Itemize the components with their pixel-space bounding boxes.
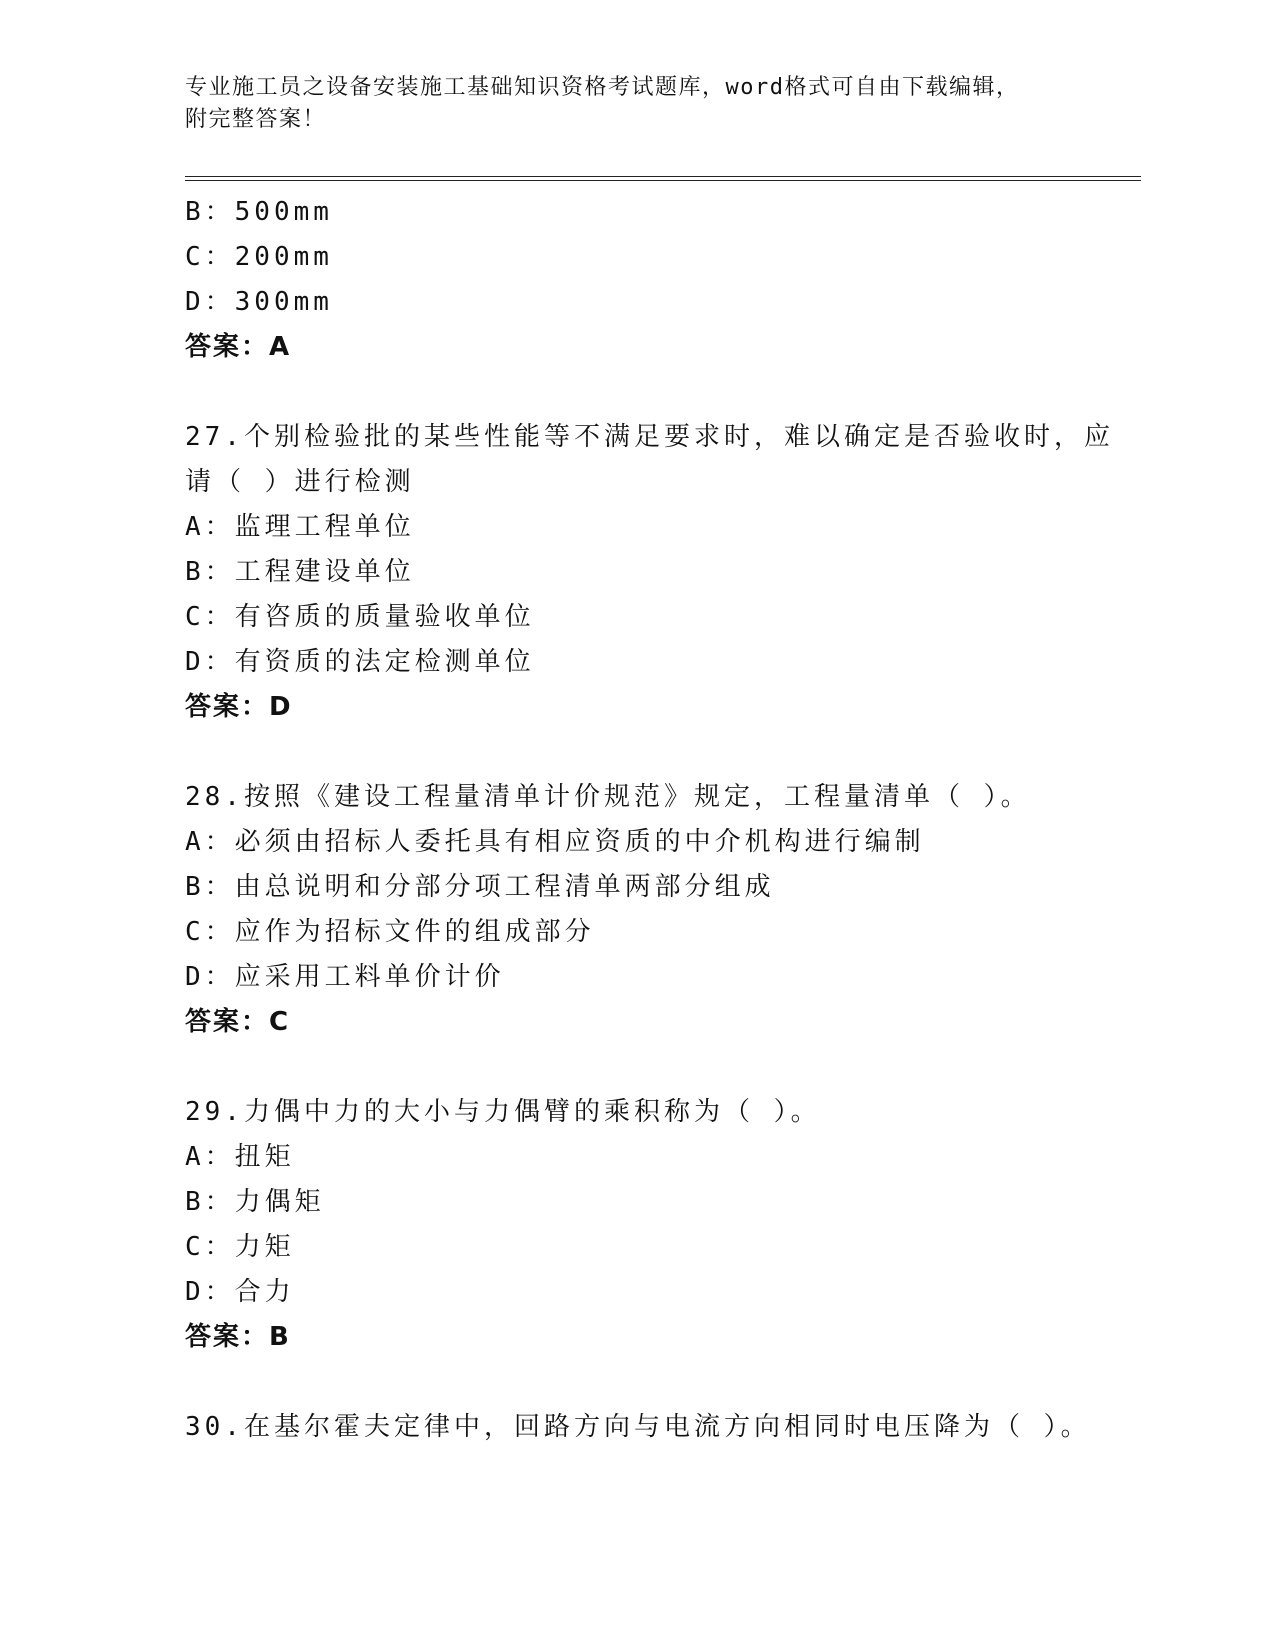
option-b: B：工程建设单位 (185, 557, 415, 587)
question-list (185, 190, 1145, 1450)
question-26-tail (185, 190, 1145, 370)
header-divider-bottom (185, 180, 1141, 181)
option-c: C：有咨质的质量验收单位 (185, 602, 535, 632)
option-b: B：500mm (185, 197, 333, 227)
answer-text: 答案：B (185, 1322, 291, 1352)
spacer (185, 730, 1145, 775)
option-d: D：300mm (185, 287, 333, 317)
option-d: D：合力 (185, 1277, 295, 1307)
question-stem: 28.按照《建设工程量清单计价规范》规定，工程量清单（ ）。 (185, 782, 1031, 812)
option-a: A：必须由招标人委托具有相应资质的中介机构进行编制 (185, 827, 925, 857)
question-29 (185, 1090, 1145, 1360)
option-a: A：扭矩 (185, 1142, 295, 1172)
answer-text: 答案：D (185, 692, 293, 722)
question-stem-line-1: 27.个别检验批的某些性能等不满足要求时，难以确定是否验收时，应 (185, 422, 1114, 452)
header-line-2: 附完整答案！ (185, 107, 327, 132)
option-b: B：由总说明和分部分项工程清单两部分组成 (185, 872, 775, 902)
spacer (185, 1360, 1145, 1405)
option-c: C：力矩 (185, 1232, 295, 1262)
spacer (185, 1045, 1145, 1090)
question-30 (185, 1405, 1145, 1450)
question-28 (185, 775, 1145, 1045)
document-header (185, 72, 1085, 136)
question-stem: 29.力偶中力的大小与力偶臂的乘积称为（ ）。 (185, 1097, 821, 1127)
option-a: A：监理工程单位 (185, 512, 415, 542)
option-d: D：应采用工料单价计价 (185, 962, 505, 992)
header-divider-top (185, 176, 1141, 177)
question-27 (185, 415, 1145, 730)
answer-text: 答案：C (185, 1007, 291, 1037)
header-line-1: 专业施工员之设备安装施工基础知识资格考试题库，word格式可自由下载编辑， (185, 75, 1020, 100)
option-d: D：有资质的法定检测单位 (185, 647, 535, 677)
option-c: C：200mm (185, 242, 333, 272)
question-stem: 30.在基尔霍夫定律中，回路方向与电流方向相同时电压降为（ ）。 (185, 1412, 1091, 1442)
option-c: C：应作为招标文件的组成部分 (185, 917, 595, 947)
spacer (185, 370, 1145, 415)
option-b: B：力偶矩 (185, 1187, 325, 1217)
answer-text: 答案：A (185, 332, 292, 362)
question-stem-line-2: 请（ ）进行检测 (185, 467, 415, 497)
